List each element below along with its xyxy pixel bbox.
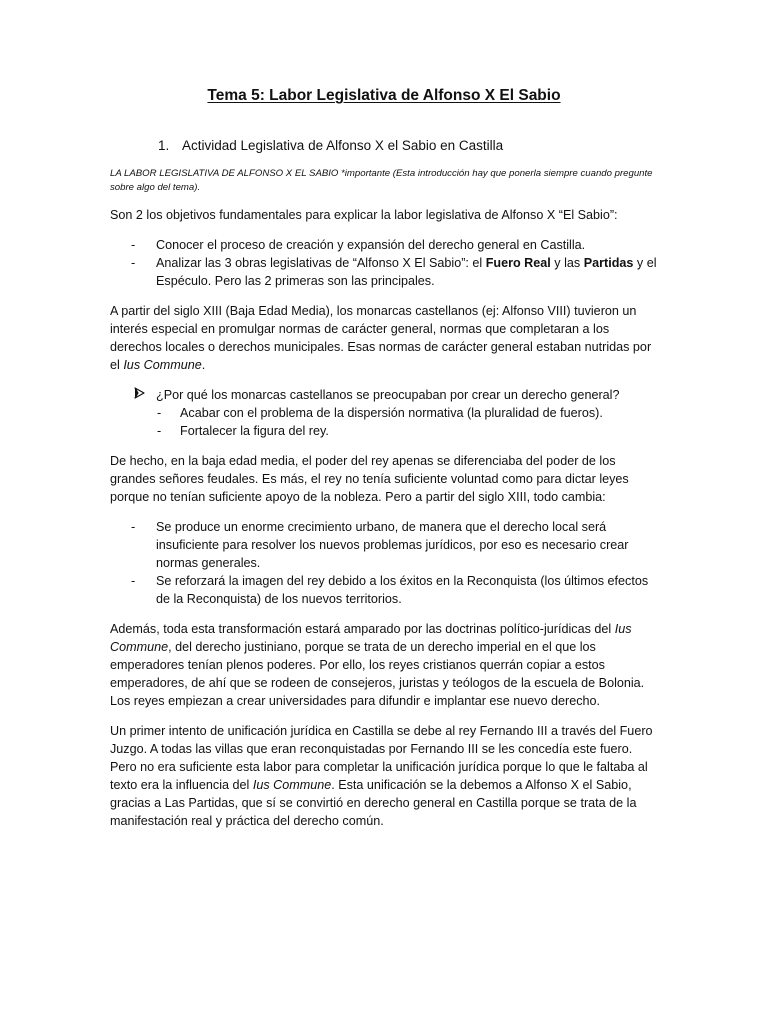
page-title: Tema 5: Labor Legislativa de Alfonso X El Sabio (207, 87, 561, 104)
paragraph-transformacion (110, 620, 662, 710)
paragraph-text-end: . Esta unificación se la debemos a Alfonso X el Sabio, gracias a Las Partidas, que sí se convirtió en derecho general en Castilla porque se trata de la manifestación real y práctica del derecho común. (110, 778, 637, 828)
document-body (110, 167, 662, 842)
arrowhead-bullet-icon (134, 386, 145, 404)
question-block (110, 386, 662, 440)
list-item (156, 254, 662, 290)
objective-1: Conocer el proceso de creación y expansión del derecho general en Castilla. (156, 238, 586, 252)
paragraph-text-end: , del derecho justiniano, porque se trata de un derecho imperial en el que los emperadores tenían plenos poderes. Por ello, los reyes cristianos querrán copiar a estos emperadores, de ahí que se rodeen de consejeros, juristas y teólogos de la escuela de Bolonia. Los reyes empiezan a crear universidades para difundir e implantar ese nuevo derecho. (110, 640, 645, 708)
list-item (156, 518, 662, 572)
change-1: Se produce un enorme crecimiento urbano, de manera que el derecho local será insuficiente para resolver los nuevos problemas jurídicos, por eso es necesario crear normas generales. (156, 520, 629, 570)
question-text: ¿Por qué los monarcas castellanos se preocupaban por crear un derecho general? (156, 388, 620, 402)
objective-2-text: Analizar las 3 obras legislativas de “Alfonso X El Sabio”: el (156, 256, 486, 270)
changes-list (110, 518, 662, 608)
intro-note: LA LABOR LEGISLATIVA DE ALFONSO X EL SABIO *importante (Esta introducción hay que ponerla siempre cuando pregunte sobre algo del tema). (110, 168, 653, 193)
partidas-bold: Partidas (583, 256, 634, 270)
paragraph-text: Además, toda esta transformación estará amparado por las doctrinas político-jurídicas del (110, 622, 615, 636)
objectives-list (110, 236, 662, 290)
fuero-real-bold: Fuero Real (485, 256, 551, 270)
list-item (180, 404, 662, 422)
list-item (180, 422, 662, 440)
objective-2-end: y el Espéculo. Pero las 2 primeras son las principales. (156, 256, 657, 288)
list-item (156, 236, 662, 254)
list-item (156, 572, 662, 608)
paragraph-end: . (201, 358, 206, 372)
section-heading (158, 138, 503, 153)
answer-2: Fortalecer la figura del rey. (180, 424, 329, 438)
ius-commune-italic: Ius Commune (110, 622, 632, 654)
section-number: 1. (158, 138, 170, 153)
change-2: Se reforzará la imagen del rey debido a los éxitos en la Reconquista (los últimos efectos de la Reconquista) de los nuevos territorios. (156, 574, 649, 606)
paragraph-baja-edad-media: De hecho, en la baja edad media, el poder del rey apenas se diferenciaba del poder de los grandes señores feudales. Es más, el rey no tenía suficiente voluntad como para dictar leyes porque no tenían suficiente apoyo de la nobleza. Pero a partir del siglo XIII, todo cambia: (110, 454, 629, 504)
ius-commune-italic: Ius Commune (252, 778, 332, 792)
paragraph-unificacion (110, 722, 662, 830)
objective-2-mid: y las (550, 256, 584, 270)
paragraph-text: A partir del siglo XIII (Baja Edad Media), los monarcas castellanos (ej: Alfonso VIII) tuvieron un interés especial en promulgar normas de carácter general, normas que completaran a los derechos locales o derechos municipales. Esas normas de carácter general estaban nutridas por el (110, 304, 652, 372)
answers-list (156, 404, 662, 440)
paragraph-text: Un primer intento de unificación jurídica en Castilla se debe al rey Fernando III a través del Fuero Juzgo. A todas las villas que eran reconquistadas por Fernando III se les concedía este fuero. Pero no era suficiente esta labor para completar la unificación jurídica porque lo que le faltaba al texto era la influencia del (110, 724, 653, 792)
ius-commune-italic: Ius Commune (123, 358, 202, 372)
paragraph-objectives: Son 2 los objetivos fundamentales para explicar la labor legislativa de Alfonso X “El Sabio”: (110, 208, 618, 222)
answer-1: Acabar con el problema de la dispersión normativa (la pluralidad de fueros). (180, 406, 603, 420)
paragraph-siglo-xiii (110, 302, 662, 374)
section-heading-text: Actividad Legislativa de Alfonso X el Sabio en Castilla (182, 138, 504, 153)
